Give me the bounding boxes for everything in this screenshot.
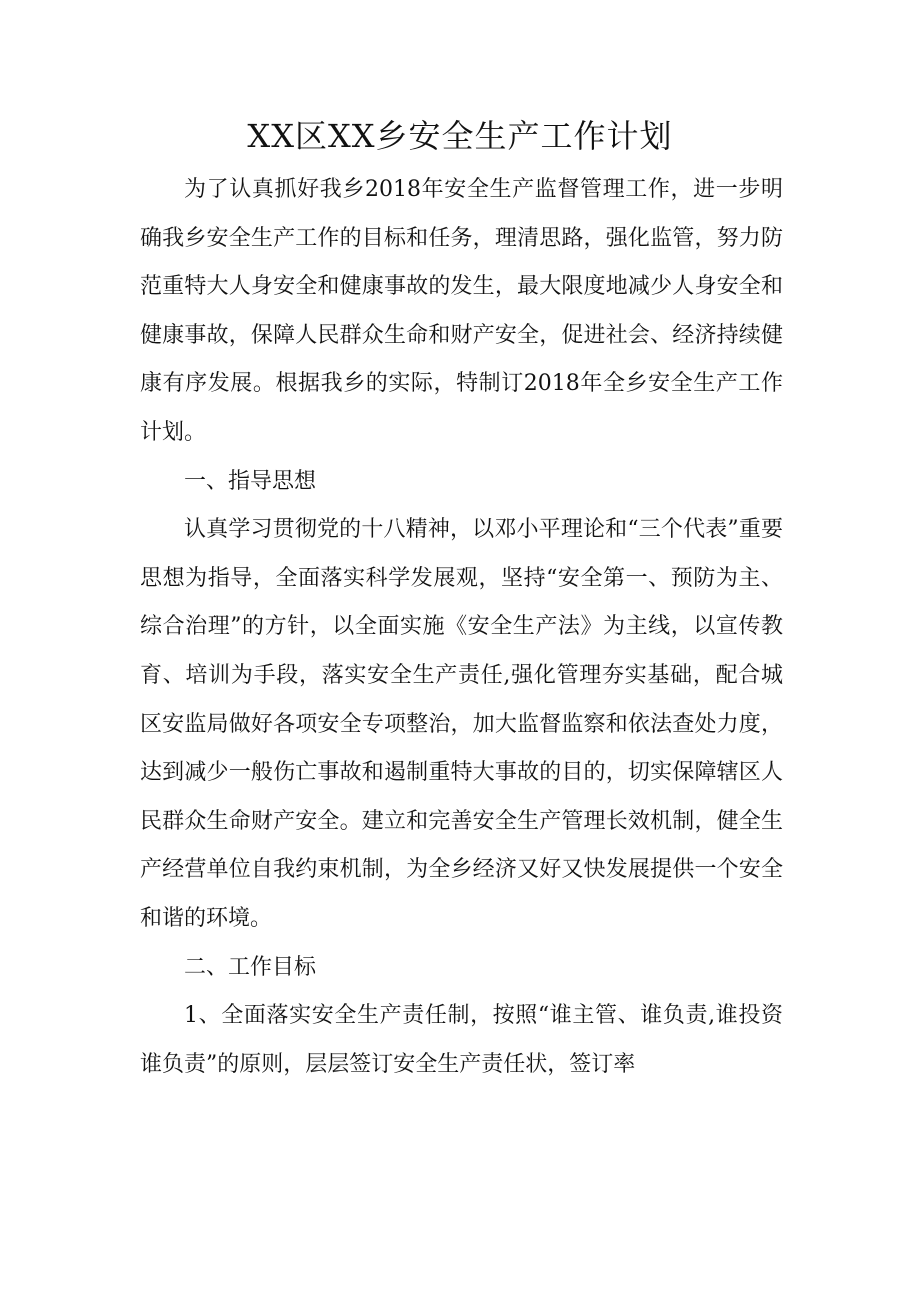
section-heading-guiding-ideology: 一、指导思想: [184, 468, 317, 494]
intro-paragraph: 为了认真抓好我乡2018年安全生产监督管理工作，进一步明确我乡安全生产工作的目标和任务，理清思路，强化监管，努力防范重特大人身安全和健康事故的发生，最大限度地减少人身安全和健康事故，保障人民群众生命和财产安全，促进社会、经济持续健康有序发展。根据我乡的实际，特制订2018年全乡安全生产工作计划。: [140, 177, 783, 445]
section-heading-work-goals: 二、工作目标: [184, 954, 317, 980]
document-title: XX区XX乡安全生产工作计划: [247, 117, 673, 155]
guiding-ideology-paragraph: 认真学习贯彻党的十八精神，以邓小平理论和“三个代表”重要思想为指导，全面落实科学发展观，坚持“安全第一、预防为主、综合治理”的方针，以全面实施《安全生产法》为主线，以宣传教育、培训为手段，落实安全生产责任,强化管理夯实基础，配合城区安监局做好各项安全专项整治，加大监督监察和依法查处力度，达到减少一般伤亡事故和遏制重特大事故的目的，切实保障辖区人民群众生命财产安全。建立和完善安全生产管理长效机制，健全生产经营单位自我约束机制，为全乡经济又好又快发展提供一个安全和谐的环境。: [140, 517, 783, 931]
work-goal-item-1: 1、全面落实安全生产责任制，按照“谁主管、谁负责,谁投资谁负责”的原则，层层签订安全生产责任状，签订率: [140, 1003, 783, 1077]
document-body: [140, 166, 783, 1089]
